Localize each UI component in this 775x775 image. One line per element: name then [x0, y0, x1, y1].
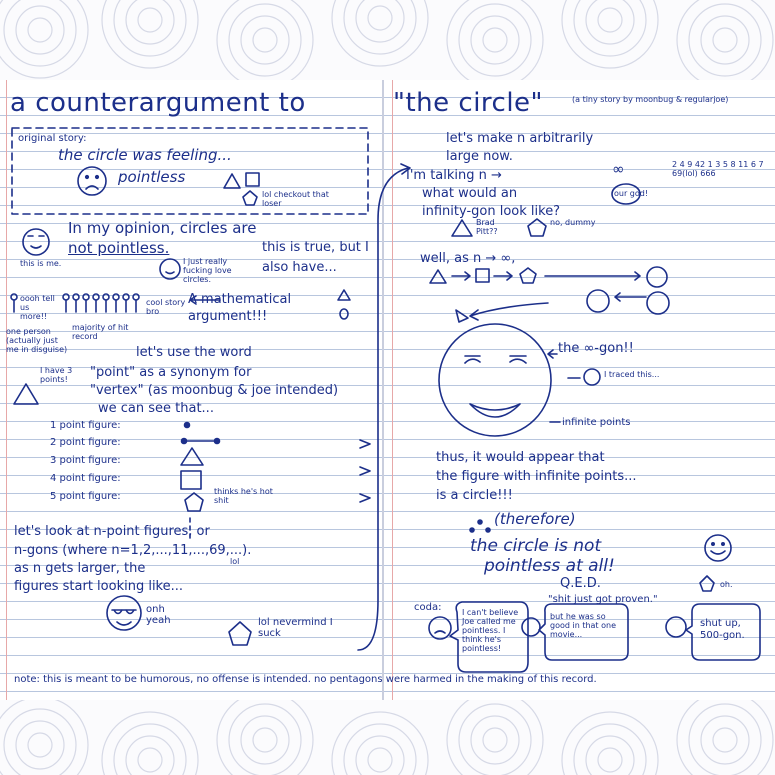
- original-story-line1: the circle was feeling...: [58, 146, 232, 164]
- thus-line2: the figure with infinite points...: [436, 469, 637, 484]
- point-def-line4: we can see that...: [98, 401, 214, 416]
- right-line4: what would an: [422, 186, 518, 201]
- figure-label-4: 4 point figure:: [50, 473, 121, 484]
- crowd-cool: cool story bro: [146, 298, 186, 316]
- oh: oh.: [720, 580, 733, 589]
- pentagon-note: thinks he's hot shit: [214, 487, 273, 505]
- swirl-top: [0, 0, 773, 88]
- ngons-line1: let's look at n-point figures, or: [14, 524, 210, 539]
- nevermind: lol nevermind I suck: [258, 617, 333, 639]
- pentagon-quote: lol checkout that loser: [262, 190, 329, 208]
- crowd-one-person: one person (actually just me in disguise): [6, 327, 68, 354]
- no-dummy: no, dummy: [550, 218, 596, 227]
- swirl-bottom: [0, 692, 773, 775]
- infinity-gon-label: the ∞-gon!!: [558, 341, 634, 356]
- title-left: a counterargument to: [10, 88, 306, 118]
- proven: "shit just got proven.": [548, 594, 658, 605]
- traced-this: I traced this...: [604, 370, 660, 379]
- this-is-me: this is me.: [20, 259, 62, 268]
- conclusion-line2: pointless at all!: [484, 556, 615, 576]
- right-line5: infinity-gon look like?: [422, 204, 561, 219]
- point-def-line2: "point" as a synonym for: [90, 365, 252, 380]
- well-as-n: well, as n → ∞,: [420, 251, 516, 266]
- ngons-line4: figures start looking like...: [14, 579, 184, 594]
- coda-bubble-1-text: I can't believe Joe called me pointless. I think he's pointless!: [462, 608, 519, 653]
- thus-line3: is a circle!!!: [436, 488, 513, 503]
- therefore: (therefore): [494, 510, 576, 528]
- thus-line1: thus, it would appear that: [436, 450, 605, 465]
- right-line3: I'm talking n →: [406, 168, 502, 183]
- our-god: our god!: [614, 189, 649, 198]
- point-def-line3: "vertex" (as moonbug & joe intended): [90, 383, 339, 398]
- qed: Q.E.D.: [560, 576, 601, 591]
- figure-label-1: 1 point figure:: [50, 420, 121, 431]
- coda-bubble-3-text: shut up, 500-gon.: [700, 618, 745, 641]
- crowd-oooh: oooh tell us more!!: [20, 294, 55, 321]
- ngons-line3: as n gets larger, the: [14, 561, 146, 576]
- right-line2: large now.: [446, 149, 513, 164]
- brad-pitt: Brad Pitt??: [476, 218, 498, 236]
- true-but: this is true, but I also have...: [262, 240, 369, 275]
- love-bubble: I just really fucking love circles.: [183, 257, 232, 284]
- right-line1: let's make n arbitrarily: [446, 131, 594, 146]
- number-scribbles: 2 4 9 42 1 3 5 8 11 6 7 69(lol) 666: [672, 160, 764, 178]
- opinion-line1: In my opinion, circles are: [68, 219, 257, 237]
- figure-label-2: 2 point figure:: [50, 437, 121, 448]
- infinite-points: infinite points: [562, 417, 631, 428]
- opinion-line2: not pointless.: [68, 239, 170, 257]
- coda-label: coda:: [414, 602, 442, 613]
- math-argument: A mathematical argument!!!: [188, 292, 292, 324]
- figure-label-3: 3 point figure:: [50, 455, 121, 466]
- onh-yeah: onh yeah: [146, 604, 171, 626]
- figure-label-5: 5 point figure:: [50, 491, 121, 502]
- triangle-says: I have 3 points!: [40, 366, 73, 384]
- original-story-label: original story:: [18, 133, 87, 144]
- title-right: "the circle": [393, 88, 544, 118]
- original-story-line2: pointless: [118, 168, 186, 186]
- margin-line-right: [392, 80, 393, 700]
- footer-note: note: this is meant to be humorous, no offense is intended. no pentagons were harmed in the making of this record.: [14, 674, 597, 685]
- notebook-spine: [382, 80, 384, 700]
- crowd-majority: majority of hit record: [72, 323, 129, 341]
- byline: (a tiny story by moonbug & regularjoe): [572, 95, 729, 104]
- point-def-line1: let's use the word: [136, 345, 252, 360]
- conclusion-line1: the circle is not: [470, 536, 602, 556]
- ngons-lol: lol: [230, 557, 240, 566]
- infinity-symbol: ∞: [612, 160, 625, 178]
- ngons-line2: n-gons (where n=1,2,...,11,...,69,...).: [14, 543, 252, 558]
- coda-bubble-2-text: but he was so good in that one movie...: [550, 612, 616, 639]
- margin-line-left: [6, 80, 7, 700]
